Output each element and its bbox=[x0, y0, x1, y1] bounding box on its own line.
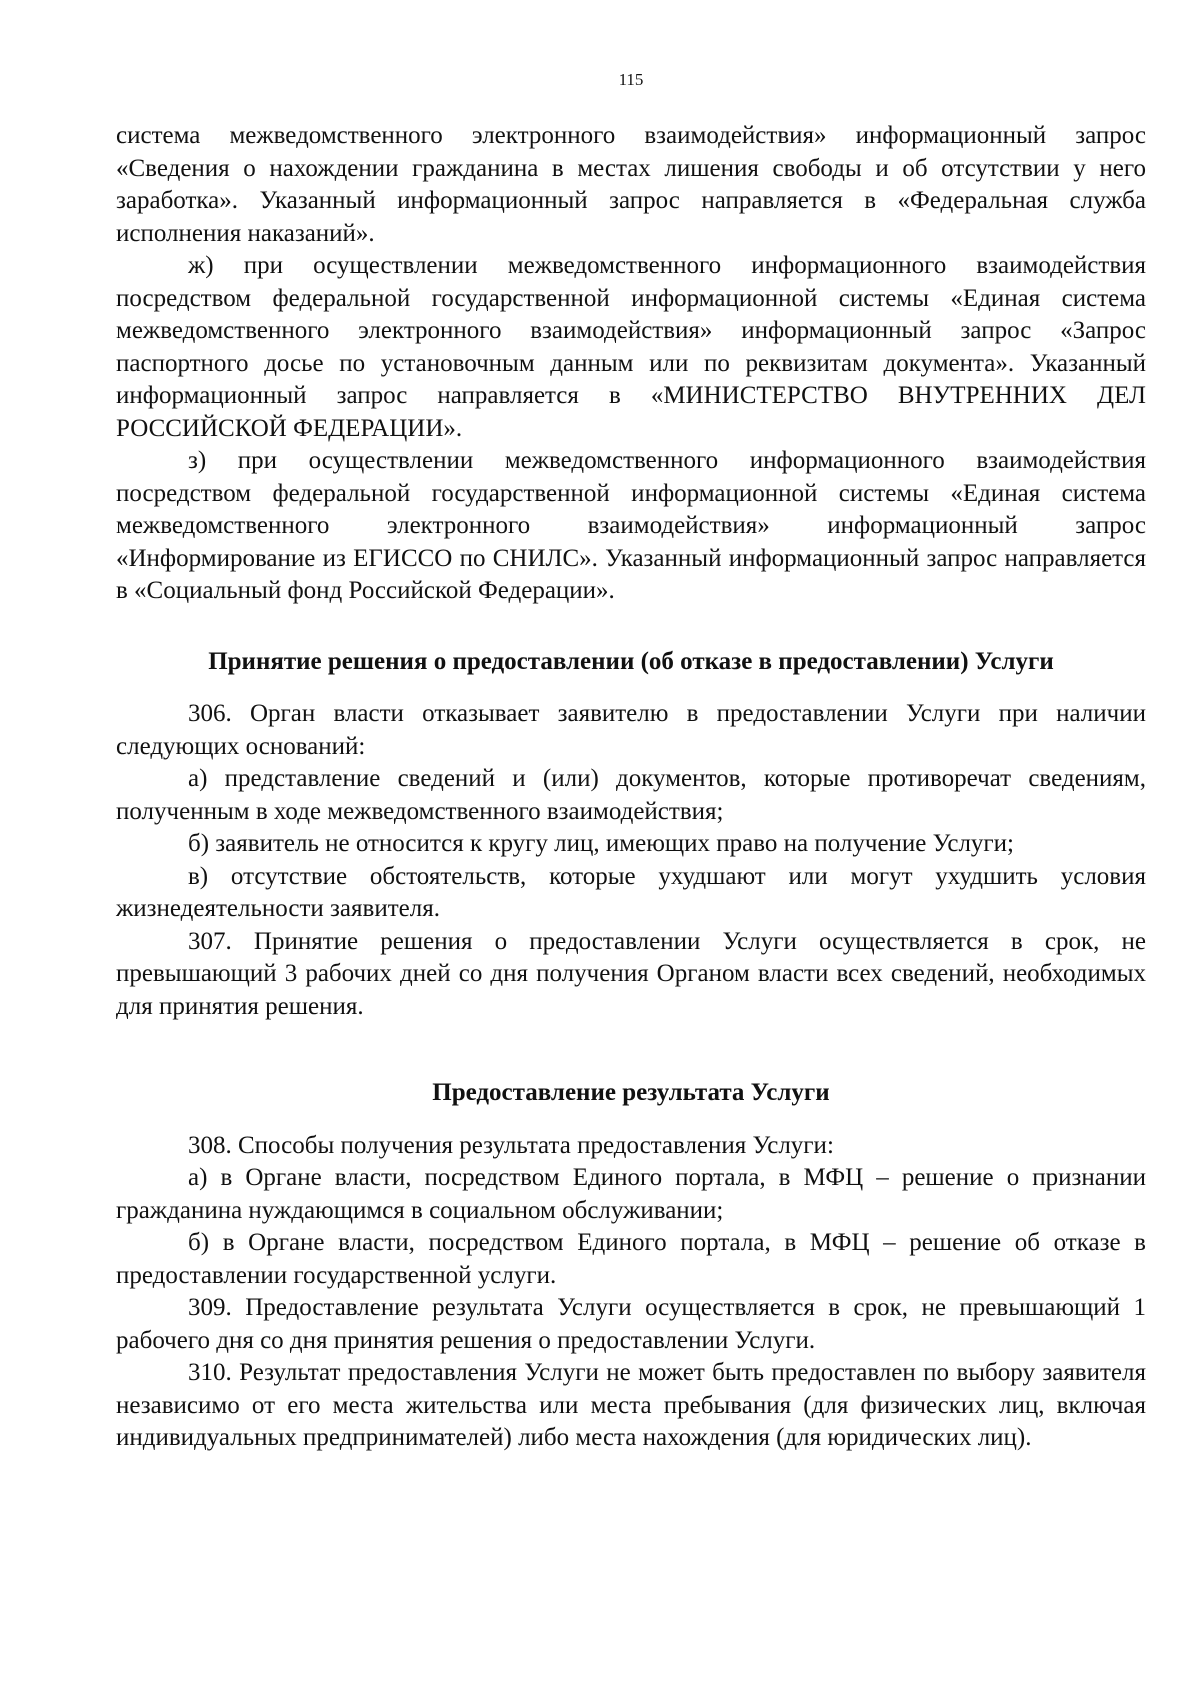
paragraph-310: 310. Результат предоставления Услуги не может быть предоставлен по выбору заявителя независимо от его места жительства или места пребывания (для физических лиц, включая индивидуальных предпринимателей) либо места нахождения (для юридических лиц). bbox=[116, 1359, 1146, 1451]
paragraph-307: 307. Принятие решения о предоставлении Услуги осуществляется в срок, не превышающий 3 рабочих дней со дня получения Органом власти всех сведений, необходимых для принятия решения. bbox=[116, 927, 1146, 1020]
paragraph-306-b: б) заявитель не относится к кругу лиц, имеющих право на получение Услуги; bbox=[188, 830, 1015, 857]
page-number: 115 bbox=[618, 70, 644, 89]
section-heading-result: Предоставление результата Услуги bbox=[432, 1079, 830, 1106]
paragraph-308-b: б) в Органе власти, посредством Единого портала, в МФЦ – решение об отказе в предоставлении государственной услуги. bbox=[116, 1229, 1146, 1289]
document-body bbox=[116, 120, 1146, 1455]
paragraph-item-zh: ж) при осуществлении межведомственного информационного взаимодействия посредством федеральной государственной информационной системы «Единая система межведомственного электронного взаимодействия» информационный запрос «Запрос паспортного досье по установочным данным или по реквизитам документа». Указанный информационный запрос направляется в «МИНИСТЕРСТВО ВНУТРЕННИХ ДЕЛ РОССИЙСКОЙ ФЕДЕРАЦИИ». bbox=[116, 252, 1146, 442]
paragraph-308-a: а) в Органе власти, посредством Единого портала, в МФЦ – решение о признании гражданина нуждающимся в социальном обслуживании; bbox=[116, 1164, 1146, 1224]
paragraph-continuation: система межведомственного электронного взаимодействия» информационный запрос «Сведения о нахождении гражданина в местах лишения свободы и об отсутствии у него заработка». Указанный информационный запрос направляется в «Федеральная служба исполнения наказаний». bbox=[116, 122, 1146, 247]
paragraph-309: 309. Предоставление результата Услуги осуществляется в срок, не превышающий 1 рабочего дня со дня принятия решения о предоставлении Услуги. bbox=[116, 1294, 1146, 1354]
paragraph-item-z: з) при осуществлении межведомственного информационного взаимодействия посредством федеральной государственной информационной системы «Единая система межведомственного электронного взаимодействия» информационный запрос «Информирование из ЕГИССО по СНИЛС». Указанный информационный запрос направляется в «Социальный фонд Российской Федерации». bbox=[116, 447, 1146, 604]
section-heading-decision: Принятие решения о предоставлении (об отказе в предоставлении) Услуги bbox=[208, 647, 1054, 675]
paragraph-306-v: в) отсутствие обстоятельств, которые ухудшают или могут ухудшить условия жизнедеятельности заявителя. bbox=[116, 862, 1146, 922]
paragraph-306: 306. Орган власти отказывает заявителю в предоставлении Услуги при наличии следующих оснований: bbox=[116, 700, 1146, 760]
paragraph-308: 308. Способы получения результата предоставления Услуги: bbox=[188, 1131, 834, 1159]
paragraph-306-a: а) представление сведений и (или) документов, которые противоречат сведениям, полученным в ходе межведомственного взаимодействия; bbox=[116, 765, 1146, 825]
